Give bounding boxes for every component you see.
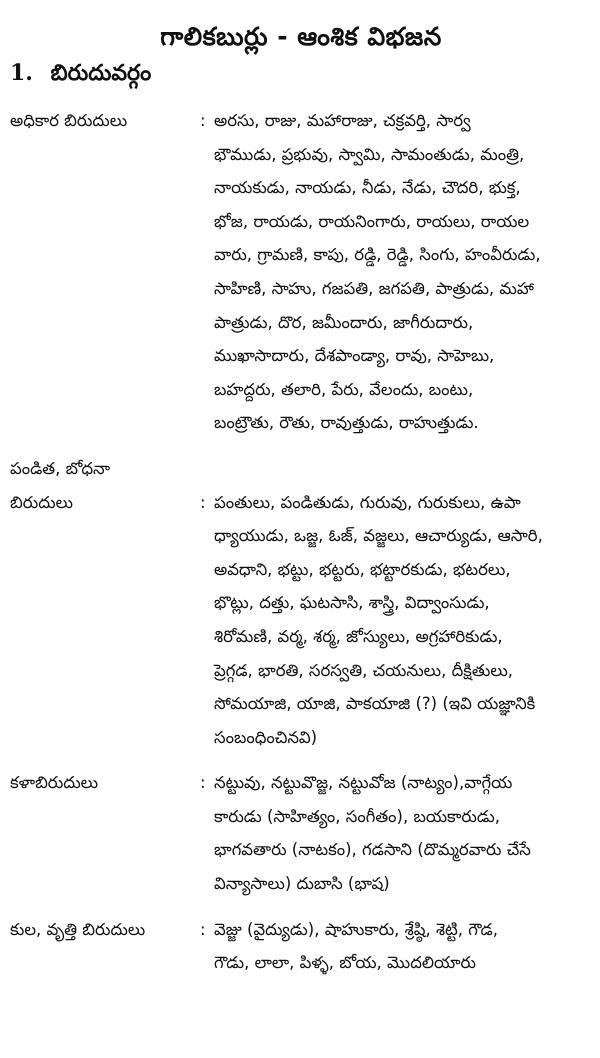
entry-line: బహద్దరు, తలారి, పేరు, వేలందు, బంటు,	[214, 379, 474, 399]
entry-line: భౌముడు, ప్రభువు, స్వామి, సామంతుడు, మంత్రి,	[214, 144, 525, 164]
entry-label-line: అధికార బిరుదులు	[10, 111, 128, 130]
entry-line: ముఖాసాదారు, దేశపాండ్యా, రావు, సాహెబు,	[214, 346, 495, 366]
entry-label-line: కళాబిరుదులు	[10, 773, 99, 793]
entry-label	[10, 766, 200, 900]
entry-line: నాయకుడు, నాయడు, నీడు, నేడు, చౌదరి, భుక్త,	[214, 178, 521, 198]
entry-line: సంబంధించినవి)	[214, 727, 318, 747]
entry-body	[214, 766, 592, 900]
entry-body	[214, 104, 592, 440]
entry-line: భొట్లు, దత్తు, ఘటసాసి, శాస్త్రి, విద్వాంసుడు,	[214, 593, 490, 613]
entry-body	[214, 452, 592, 754]
entry-line: భోజ, రాయడు, రాయనింగారు, రాయలు, రాయల	[214, 211, 530, 231]
entry-line: ప్రెగ్గడ, భారతి, సరస్వతి, చయనులు, దీక్షితులు,	[214, 660, 514, 680]
entry-caste-occupation-titles	[10, 913, 592, 980]
entry-art-titles	[10, 766, 592, 900]
entry-line: వారు, గ్రామణి, కాపు, రడ్డి, రెడ్డి, సింగు, హంవీరుడు,	[214, 245, 541, 265]
entry-line: పంతులు, పండితుడు, గురువు, గురుకులు, ఉపా	[214, 492, 521, 512]
entry-line: ధ్యాయుడు, ఒజ్జ, ఓజ్, వజ్జలు, ఆచార్యుడు, ఆసారి,	[214, 526, 543, 546]
page-title: గాలికబుర్లు - ఆంశిక విభజన	[160, 22, 442, 51]
entry-label	[10, 452, 200, 754]
entry-line: నట్టువు, నట్టువొజ్జ, నట్టువోజ (నాట్యం),వాగ్గేయ	[214, 773, 513, 793]
entry-line: బంట్రౌతు, రౌతు, రావుత్తుడు, రాహుత్తుడు.	[214, 413, 479, 433]
entry-line-spacer	[214, 452, 592, 486]
entry-line: అవధాని, భట్టు, భట్టరు, భట్టారకుడు, భటరలు,	[214, 559, 511, 579]
entry-label-line: కుల, వృత్తి బిరుదులు	[10, 919, 146, 939]
entry-label	[10, 913, 200, 980]
entry-line: కారుడు (సాహిత్యం, సంగీతం), బయకారుడు,	[214, 806, 501, 826]
entry-label	[10, 104, 200, 440]
entry-colon: :	[200, 919, 206, 939]
entry-scholarly-titles	[10, 452, 592, 754]
entry-colon: :	[200, 111, 206, 130]
section-number: 1.	[10, 60, 33, 86]
entry-colon	[200, 452, 214, 754]
section-heading	[10, 60, 592, 98]
entry-label-line: పండిత, బోధనా	[10, 458, 111, 478]
entry-administrative-titles	[10, 104, 592, 440]
entry-line: పాత్రుడు, దొర, జమీందారు, జాగీరుదారు,	[214, 312, 474, 332]
entry-line: విన్యాసాలు) దుబాసి (భాష)	[214, 874, 390, 894]
entry-line: సాహిణి, సాహు, గజపతి, జగపతి, పాత్రుడు, మహా	[214, 278, 534, 298]
section-title: బిరుదువర్గం	[50, 61, 152, 86]
entry-label-line: బిరుదులు	[10, 492, 73, 512]
entry-line: అరసు, రాజు, మహారాజు, చక్రవర్తి, సార్వ	[214, 111, 471, 130]
entry-line: భాగవతారు (నాటకం), గడసాని (దొమ్మరవారు చేసే	[214, 840, 531, 860]
entry-line: వెజ్జు (వైద్యుడు), షాహుకారు, శ్రేష్ఠి, శెట్టి, గౌడ,	[214, 919, 498, 939]
entry-body	[214, 913, 592, 980]
entry-line: గౌడు, లాలా, పిళ్ళ, బోయ, మొదలియారు	[214, 953, 476, 973]
entry-colon-mark: :	[200, 492, 206, 512]
entry-line: సోమయాజి, యాజి, పాకయాజి (?) (ఇవి యజ్ఞానికి	[214, 694, 536, 714]
entry-colon: :	[200, 773, 206, 793]
entry-line: శిరోమణి, వర్మ, శర్మ, జోస్యులు, అగ్రహారికుడు,	[214, 626, 503, 646]
